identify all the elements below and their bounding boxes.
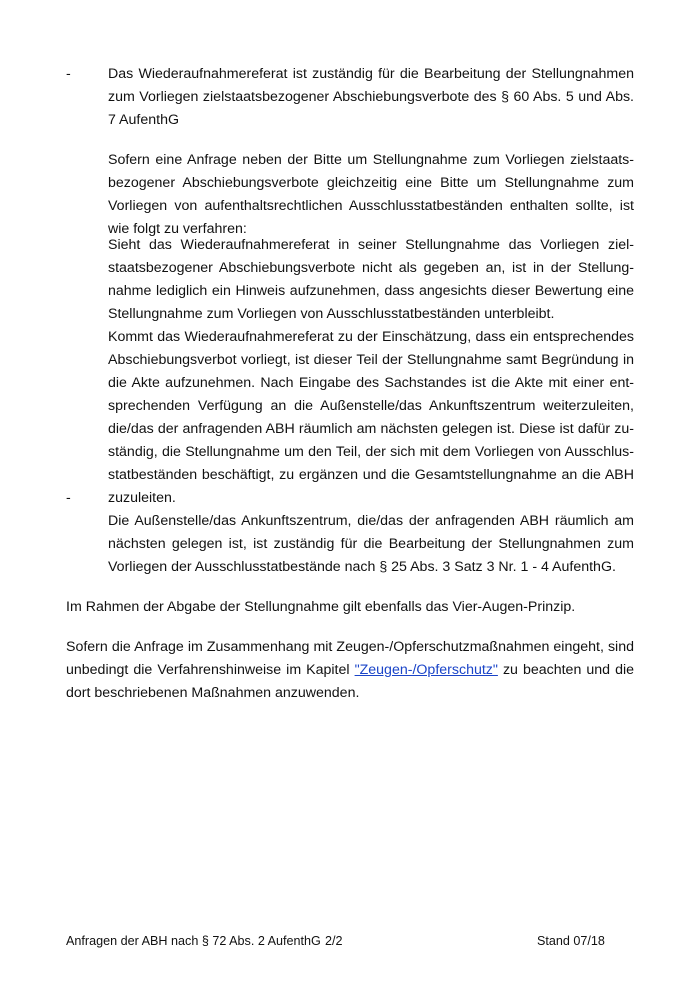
bullet2-line-3: Vorliegen der Ausschlusstatbestände nach § 25 Abs. 3 Satz 3 Nr. 1 - 4 AufenthG. [108,559,616,575]
witness-line-1: Sofern die Anfrage im Zusammenhang mit Zeugen-/Opferschutzmaßnahmen eingeht, sind [66,639,634,655]
bullet1-cont-line-11: die Akte aufzunehmen. Nach Eingabe des Sachstandes ist die Akte mit einer ent- [108,375,634,391]
witness-line-2-before: unbedingt die Verfahrenshinweise im Kapitel [66,662,355,678]
bullet2-line-2: nächsten gelegen ist, ist zuständig für die Bearbeitung der Stellungnahmen zum [108,536,634,552]
bullet1-cont-line-2: bezogener Abschiebungsverbote gleichzeitig eine Bitte um Stellungnahme zum [108,175,634,191]
bullet1-cont-line-10: Abschiebungsverbot vorliegt, ist dieser Teil der Stellungnahme samt Begründung in [108,352,634,368]
bullet1-cont-line-16: zuzuleiten. [108,490,176,506]
bullet1-cont-line-1: Sofern eine Anfrage neben der Bitte um Stellungnahme zum Vorliegen zielstaats- [108,152,634,168]
footer-title: Anfragen der ABH nach § 72 Abs. 2 AufenthG [66,934,321,948]
bullet1-cont-line-9: Kommt das Wiederaufnahmereferat zu der Einschätzung, dass ein entsprechendes [108,329,634,345]
bullet2-line-1: Die Außenstelle/das Ankunftszentrum, die/das der anfragenden ABH räumlich am [108,513,634,529]
zeugen-opferschutz-link[interactable]: "Zeugen-/Opferschutz" [354,662,498,678]
bullet1-cont-line-4: wie folgt zu verfahren: [108,221,247,237]
bullet-dash-2: - [66,490,71,506]
bullet1-cont-line-12: sprechenden Verfügung an die Außenstelle/das Ankunftszentrum weiterzuleiten, [108,398,634,414]
bullet1-line-1: Das Wiederaufnahmereferat ist zuständig für die Bearbeitung der Stellungnahmen [108,66,634,82]
witness-line-2 [66,660,634,680]
witness-line-2-after: zu beachten und die [497,662,635,678]
bullet1-cont-line-3: Vorliegen von aufenthaltsrechtlichen Ausschlusstatbeständen enthalten sollte, ist [108,198,634,214]
bullet1-cont-line-7: nahme lediglich ein Hinweis aufzunehmen, dass angesichts dieser Bewertung eine [108,283,634,299]
bullet1-cont-line-15: statbeständen beschäftigt, zu ergänzen und die Gesamtstellungnahme an die ABH [108,467,634,483]
bullet1-cont-line-14: ständig, die Stellungnahme um den Teil, der sich mit dem Vorliegen von Ausschlus- [108,444,634,460]
bullet1-cont-line-6: staatsbezogener Abschiebungsverbote nicht als gegeben an, ist in der Stellung- [108,260,634,276]
bullet1-cont-line-8: Stellungnahme zum Vorliegen von Ausschlusstatbeständen unterbleibt. [108,306,555,322]
bullet1-line-3: 7 AufenthG [108,112,179,128]
footer-stand: Stand 07/18 [537,934,605,948]
bullet1-cont-line-5: Sieht das Wiederaufnahmereferat in seiner Stellungnahme das Vorliegen ziel- [108,237,634,253]
witness-line-3: dort beschriebenen Maßnahmen anzuwenden. [66,685,360,701]
footer-page-number: 2/2 [325,934,343,948]
bullet1-line-2: zum Vorliegen zielstaatsbezogener Abschiebungsverbote des § 60 Abs. 5 und Abs. [108,89,634,105]
bullet1-cont-line-13: die/das der anfragenden ABH räumlich am nächsten gelegen ist. Diese ist dafür zu- [108,421,634,437]
four-eyes-paragraph: Im Rahmen der Abgabe der Stellungnahme gilt ebenfalls das Vier-Augen-Prinzip. [66,599,576,615]
bullet-dash-1: - [66,66,71,82]
